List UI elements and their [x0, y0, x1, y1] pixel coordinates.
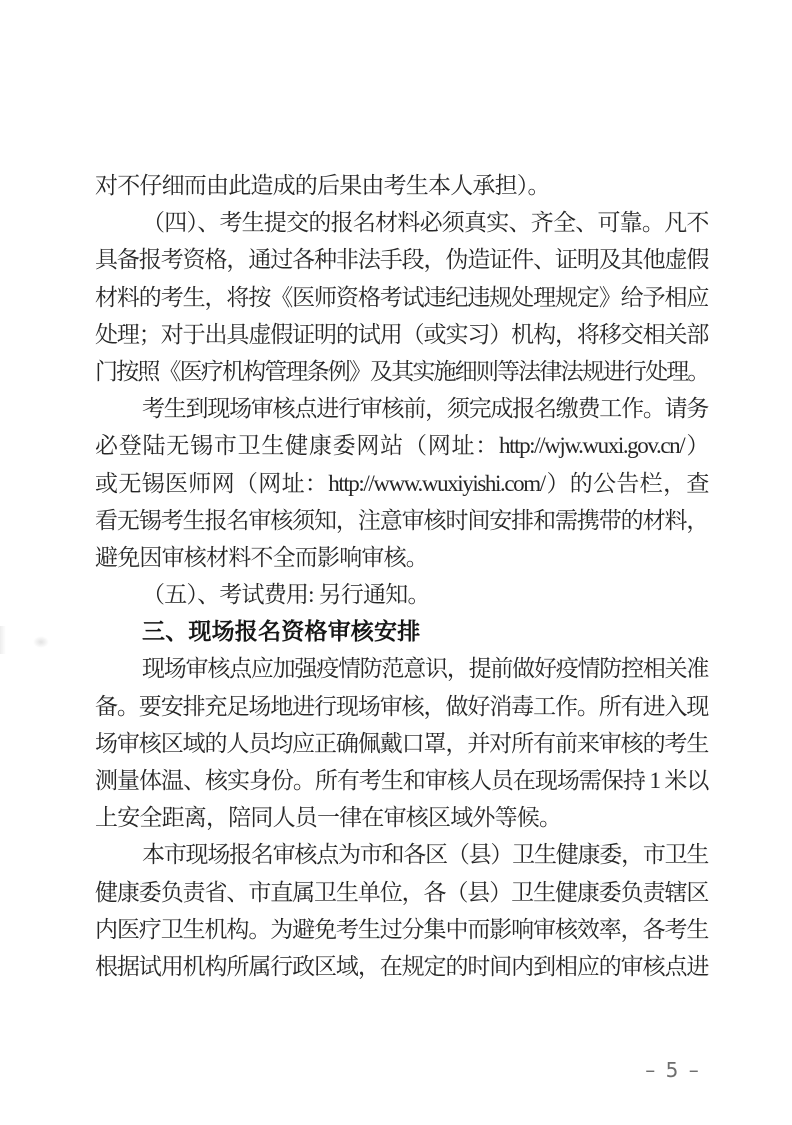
text-line: 或无锡医师网（网址：http://www.wuxiyishi.com/）的公告栏，查 [95, 470, 708, 496]
text-line: （四）、考生提交的报名材料必须真实、齐全、可靠。凡不 [142, 210, 708, 236]
text-block [95, 167, 708, 985]
text-line: 内医疗卫生机构。为避免考生过分集中而影响审核效率，各考生 [95, 916, 708, 942]
text-line: 对不仔细而由此造成的后果由考生本人承担）。 [95, 173, 550, 198]
text-line: 考生到现场审核点进行审核前，须完成报名缴费工作。请务 [142, 396, 708, 422]
page-number: – 5 – [645, 1058, 701, 1082]
text-line: 避免因审核材料不全而影响审核。 [95, 544, 429, 570]
text-line: 根据试用机构所属行政区域，在规定的时间内到相应的审核点进 [95, 953, 708, 979]
text-line: 本市现场报名审核点为市和各区（县）卫生健康委，市卫生 [142, 842, 708, 868]
text-line: 处理；对于出具虚假证明的试用（或实习）机构，将移交相关部 [95, 321, 708, 347]
text-line: 健康委负责省、市直属卫生单位，各（县）卫生健康委负责辖区 [95, 879, 708, 905]
text-line: 现场审核点应加强疫情防范意识，提前做好疫情防控相关准 [142, 656, 708, 682]
text-line: 必登陆无锡市卫生健康委网站（网址：http://wjw.wuxi.gov.cn/） [95, 433, 708, 459]
text-line: 材料的考生，将按《医师资格考试违纪违规处理规定》给予相应 [95, 284, 708, 310]
text-line: 上安全距离，陪同人员一律在审核区域外等候。 [95, 805, 562, 831]
text-line: 门按照《医疗机构管理条例》及其实施细则等法律法规进行处理。 [95, 358, 708, 384]
text-line: 场审核区域的人员均应正确佩戴口罩，并对所有前来审核的考生 [95, 730, 708, 756]
text-line: 具备报考资格，通过各种非法手段，伪造证件、证明及其他虚假 [95, 247, 708, 273]
text-line: 测量体温、核实身份。所有考生和审核人员在现场需保持 1 米以 [95, 768, 708, 793]
text-line: （五）、考试费用: 另行通知。 [142, 582, 430, 608]
scan-speck [0, 626, 6, 654]
text-line: 看无锡考生报名审核须知，注意审核时间安排和需携带的材料， [95, 507, 708, 533]
scan-speck [33, 636, 49, 648]
section-heading: 三、现场报名资格审核安排 [142, 618, 421, 645]
text-line: 备。要安排充足场地进行现场审核，做好消毒工作。所有进入现 [95, 693, 708, 719]
